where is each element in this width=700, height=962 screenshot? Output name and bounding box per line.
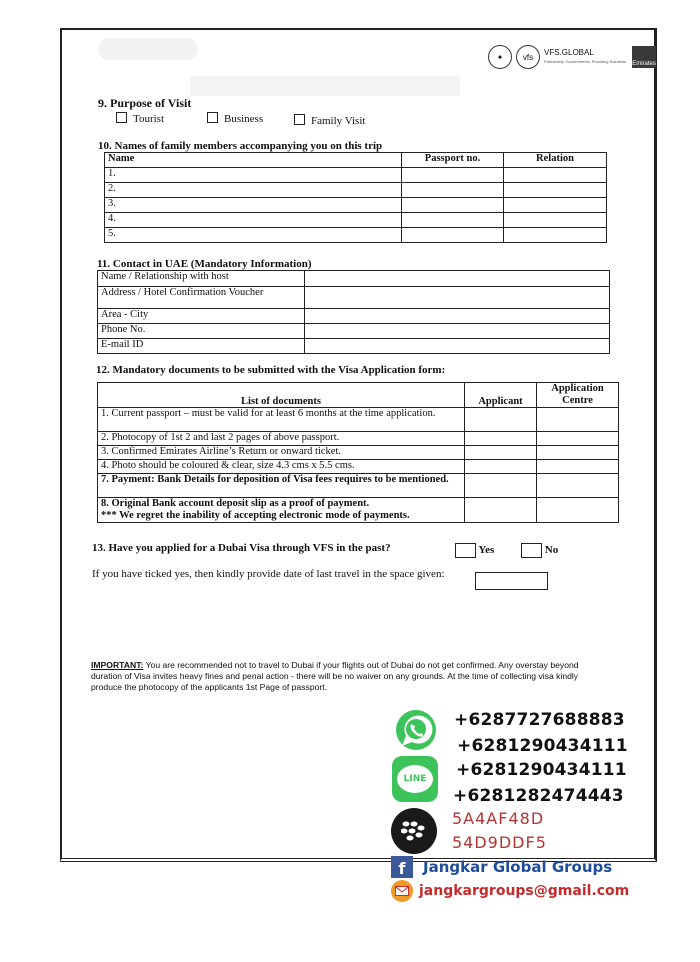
facebook-icon-letter: f <box>398 859 406 878</box>
document-item: 2. Photocopy of 1st 2 and last 2 pages of above passport. <box>98 432 465 446</box>
facebook-name[interactable]: Jangkar Global Groups <box>423 858 613 876</box>
envelope-shape <box>395 886 409 896</box>
family-visit-option[interactable] <box>294 114 365 127</box>
centre-check-cell[interactable] <box>537 408 619 432</box>
business-checkbox[interactable] <box>207 112 218 123</box>
family-members-table <box>104 152 607 243</box>
emirates-logo <box>632 46 656 68</box>
header-logos <box>488 43 656 71</box>
applicant-check-cell[interactable] <box>465 460 537 474</box>
relation-cell[interactable] <box>504 183 607 198</box>
row-number: 3. <box>105 198 402 213</box>
application-centre-header: Application Centre <box>537 383 619 408</box>
email-icon <box>391 880 413 902</box>
purpose-of-visit-title: 9. Purpose of Visit <box>98 96 192 110</box>
relation-cell[interactable] <box>504 198 607 213</box>
address-field[interactable] <box>305 287 610 309</box>
document-item: 1. Current passport – must be valid for at least 6 months at the time application. <box>98 408 465 432</box>
last-travel-date-field[interactable] <box>475 572 548 590</box>
row-number: 4. <box>105 213 402 228</box>
whatsapp-icon <box>394 708 438 752</box>
passport-cell[interactable] <box>402 198 504 213</box>
relation-cell[interactable] <box>504 168 607 183</box>
bbm-pin-2[interactable]: 54D9DDF5 <box>452 833 547 852</box>
applicant-check-cell[interactable] <box>465 408 537 432</box>
row-number: 1. <box>105 168 402 183</box>
document-item-group <box>98 498 465 523</box>
applicant-check-cell[interactable] <box>465 446 537 460</box>
document-item: 7. Payment: Bank Details for deposition of Visa fees requires to be mentioned. <box>98 474 465 498</box>
row-number: 2. <box>105 183 402 198</box>
passport-cell[interactable] <box>402 183 504 198</box>
important-text: You are recommended not to travel to Dubai if your flights out of Dubai do not get confirmed. Any overstay beyond duration of Visa invites heavy fines and penal action - there will be no waiver on any grounds. At the time of collecting visa kindly produce the photocopy of the applicants 1st Page of passport. <box>91 660 579 692</box>
document-item: 3. Confirmed Emirates Airline’s Return or onward ticket. <box>98 446 465 460</box>
email-row <box>391 880 629 902</box>
facebook-icon <box>391 856 413 878</box>
applicant-check-cell[interactable] <box>465 498 537 523</box>
important-label: IMPORTANT: <box>91 660 144 670</box>
passport-header: Passport no. <box>402 153 504 168</box>
no-option[interactable] <box>521 543 558 558</box>
no-checkbox[interactable] <box>521 543 542 558</box>
business-option[interactable] <box>207 112 263 125</box>
relation-cell[interactable] <box>504 213 607 228</box>
last-travel-prompt: If you have ticked yes, then kindly provide date of last travel in the space given: <box>92 568 445 580</box>
facebook-row <box>391 856 612 878</box>
contact-uae-table <box>97 270 610 354</box>
applicant-check-cell[interactable] <box>465 432 537 446</box>
email-field[interactable] <box>305 339 610 354</box>
vfs-label: VFS.GLOBAL <box>544 48 594 57</box>
table-row[interactable] <box>105 213 607 228</box>
dubai-emblem-icon: ✦ <box>488 45 512 69</box>
bbm-row <box>391 808 437 854</box>
area-city-field[interactable] <box>305 309 610 324</box>
row-number: 5. <box>105 228 402 243</box>
table-row[interactable] <box>105 198 607 213</box>
line-number[interactable]: +6281290434111 <box>456 760 627 780</box>
relation-header: Relation <box>504 153 607 168</box>
line-row <box>392 756 438 802</box>
document-note: *** We regret the inability of accepting electronic mode of payments. <box>101 510 410 521</box>
yes-label: Yes <box>478 544 495 557</box>
vfs-logo-icon: vfs <box>516 45 540 69</box>
yes-checkbox[interactable] <box>455 543 476 558</box>
important-note <box>91 660 601 693</box>
tourist-option[interactable] <box>116 112 164 125</box>
passport-cell[interactable] <box>402 228 504 243</box>
line-icon-label: LINE <box>397 765 433 793</box>
mandatory-docs-title: 12. Mandatory documents to be submitted with the Visa Application form: <box>96 364 446 376</box>
business-label: Business <box>224 113 264 125</box>
table-row[interactable] <box>105 228 607 243</box>
address-label: Address / Hotel Confirmation Voucher <box>98 287 305 309</box>
email-address[interactable]: jangkargroups@gmail.com <box>419 883 630 899</box>
contact-uae-title: 11. Contact in UAE (Mandatory Information) <box>97 258 312 270</box>
applicant-check-cell[interactable] <box>465 474 537 498</box>
mandatory-docs-table <box>97 382 619 523</box>
centre-check-cell[interactable] <box>537 446 619 460</box>
area-city-label: Area - City <box>98 309 305 324</box>
document-item: 8. Original Bank account deposit slip as a proof of payment. <box>101 498 370 509</box>
phone-number[interactable]: +6281282474443 <box>453 786 624 806</box>
whatsapp-row <box>394 708 438 752</box>
centre-check-cell[interactable] <box>537 474 619 498</box>
emirates-label: Emirates <box>632 61 656 67</box>
family-members-title: 10. Names of family members accompanying you on this trip <box>98 140 383 152</box>
applicant-header: Applicant <box>465 383 537 408</box>
document-item: 4. Photo should be coloured & clear, size 4.3 cms x 5.5 cms. <box>98 460 465 474</box>
phone-label: Phone No. <box>98 324 305 339</box>
no-label: No <box>544 544 559 557</box>
table-row[interactable] <box>105 168 607 183</box>
ghost-logo <box>98 38 198 60</box>
host-name-field[interactable] <box>305 271 610 287</box>
list-of-documents-header: List of documents <box>98 383 465 408</box>
whatsapp-number-2[interactable]: +6281290434111 <box>457 736 628 756</box>
tourist-label: Tourist <box>133 113 165 125</box>
phone-field[interactable] <box>305 324 610 339</box>
passport-cell[interactable] <box>402 213 504 228</box>
table-row[interactable] <box>105 183 607 198</box>
ghost-heading <box>190 76 460 96</box>
vfs-brand <box>544 48 626 66</box>
centre-check-cell[interactable] <box>537 460 619 474</box>
email-label: E-mail ID <box>98 339 305 354</box>
host-name-label: Name / Relationship with host <box>98 271 305 287</box>
family-visit-label: Family Visit <box>311 115 366 127</box>
previous-visa-question: 13. Have you applied for a Dubai Visa through VFS in the past? <box>92 542 391 554</box>
relation-cell[interactable] <box>504 228 607 243</box>
blackberry-dots <box>401 820 427 842</box>
blackberry-icon <box>391 808 437 854</box>
whatsapp-number-1[interactable]: +6287727688883 <box>454 710 625 730</box>
centre-check-cell[interactable] <box>537 432 619 446</box>
centre-check-cell[interactable] <box>537 498 619 523</box>
name-header: Name <box>105 153 402 168</box>
family-visit-checkbox[interactable] <box>294 114 305 125</box>
vfs-tagline: Partnership Governments, Providing Solutions <box>544 59 627 64</box>
line-icon <box>392 756 438 802</box>
tourist-checkbox[interactable] <box>116 112 127 123</box>
yes-option[interactable] <box>455 543 494 558</box>
passport-cell[interactable] <box>402 168 504 183</box>
bbm-pin-1[interactable]: 5A4AF48D <box>452 809 545 828</box>
